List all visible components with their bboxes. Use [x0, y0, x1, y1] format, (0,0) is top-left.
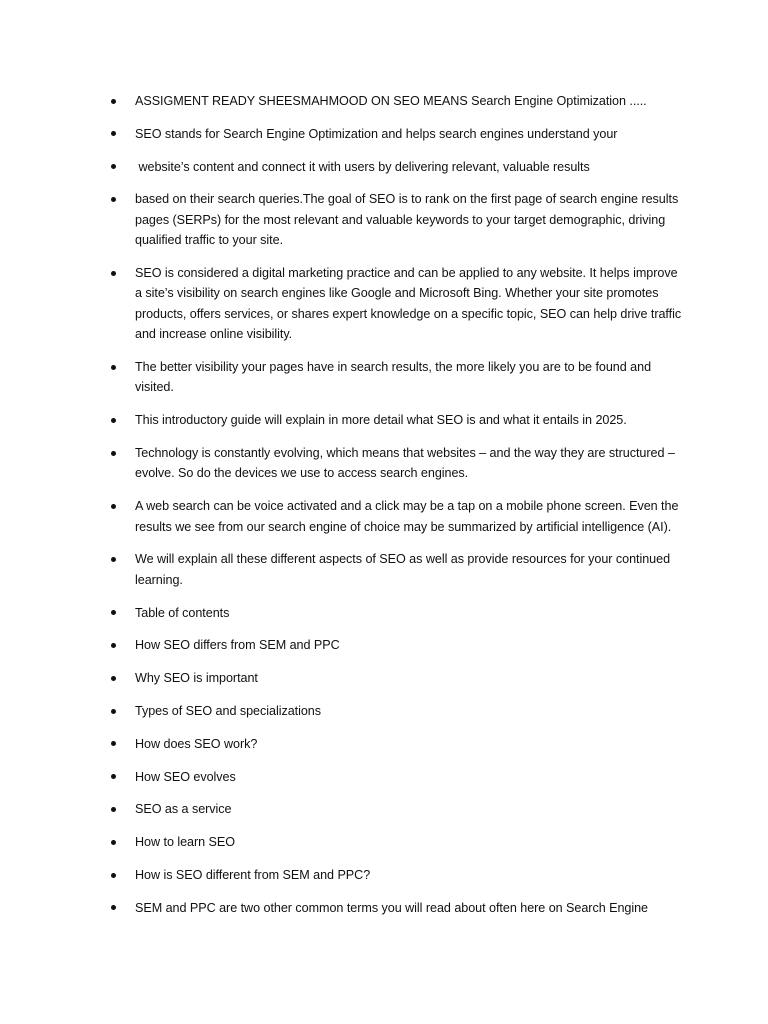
list-item — [108, 767, 683, 787]
list-item — [108, 832, 683, 852]
bullet-icon — [111, 873, 116, 878]
bullet-icon — [111, 610, 116, 615]
list-item-text: How to learn SEO — [135, 835, 235, 850]
list-item-text: How SEO differs from SEM and PPC — [135, 638, 340, 653]
bullet-icon — [111, 643, 116, 648]
bullet-icon — [111, 164, 116, 169]
list-item — [108, 799, 683, 819]
list-item — [108, 865, 683, 885]
list-item-text: This introductory guide will explain in more detail what SEO is and what it entails in 2025. — [135, 413, 627, 428]
bullet-icon — [111, 774, 116, 779]
bullet-icon — [111, 418, 116, 423]
list-item-text: How is SEO different from SEM and PPC? — [135, 868, 371, 882]
bullet-icon — [111, 905, 116, 910]
bullet-icon — [111, 365, 116, 370]
list-item — [108, 443, 683, 484]
list-item — [108, 603, 683, 623]
list-item-text: Types of SEO and specializations — [135, 704, 322, 719]
list-item — [108, 496, 683, 537]
bullet-icon — [111, 709, 116, 714]
list-item-text: A web search can be voice activated and a click may be a tap on a mobile phone screen. Even the results we see from our search engine of choice may be summarized by artificial intelligence (AI). — [135, 499, 682, 534]
list-item-text: We will explain all these different aspects of SEO as well as provide resources for your continued learning. — [135, 552, 674, 587]
list-item-text: SEO stands for Search Engine Optimization and helps search engines understand your — [135, 126, 618, 141]
bullet-icon — [111, 451, 116, 456]
bullet-icon — [111, 676, 116, 681]
bullet-list — [108, 91, 683, 931]
list-item — [108, 124, 683, 144]
list-item-text: based on their search queries.The goal of SEO is to rank on the first page of search engine results pages (SERPs) for the most relevant and valuable keywords to your target demographic, driving qualified traffic to your site. — [135, 192, 682, 248]
list-item — [108, 635, 683, 655]
list-item-text: Technology is constantly evolving, which means that websites – and the way they are structured – evolve. So do the devices we use to access search engines. — [135, 446, 679, 481]
list-item-text: Why SEO is important — [135, 671, 258, 686]
list-item — [108, 668, 683, 688]
list-item-text: ASSIGMENT READY SHEESMAHMOOD ON SEO MEANS Search Engine Optimization ..... — [135, 94, 647, 108]
bullet-icon — [111, 99, 116, 104]
list-item-text: Table of contents — [135, 605, 230, 620]
list-item — [108, 898, 683, 918]
list-item — [108, 734, 683, 754]
bullet-icon — [111, 840, 116, 845]
bullet-icon — [111, 741, 116, 746]
bullet-icon — [111, 807, 116, 812]
list-item-text: How SEO evolves — [135, 769, 236, 784]
list-item — [108, 701, 683, 721]
bullet-icon — [111, 197, 116, 202]
list-item — [108, 189, 683, 250]
list-item — [108, 91, 683, 111]
bullet-icon — [111, 131, 116, 136]
bullet-icon — [111, 557, 116, 562]
list-item-text: How does SEO work? — [135, 736, 258, 751]
list-item-text: SEO is considered a digital marketing practice and can be applied to any website. It helps improve a site’s visibility on search engines like Google and Microsoft Bing. Whether your site promotes products, offers services, or shares expert knowledge on a specific topic, SEO can help drive traffic and increase online visibility. — [135, 266, 685, 342]
list-item-text: SEM and PPC are two other common terms you will read about often here on Search Engine — [135, 900, 649, 915]
list-item-text: website’s content and connect it with users by delivering relevant, valuable results — [135, 159, 590, 174]
list-item — [108, 549, 683, 590]
list-item — [108, 157, 683, 177]
list-item-text: The better visibility your pages have in search results, the more likely you are to be found and visited. — [135, 360, 655, 395]
bullet-icon — [111, 271, 116, 276]
list-item — [108, 263, 683, 345]
list-item-text: SEO as a service — [135, 802, 232, 817]
list-item — [108, 357, 683, 398]
bullet-icon — [111, 504, 116, 509]
list-item — [108, 410, 683, 430]
